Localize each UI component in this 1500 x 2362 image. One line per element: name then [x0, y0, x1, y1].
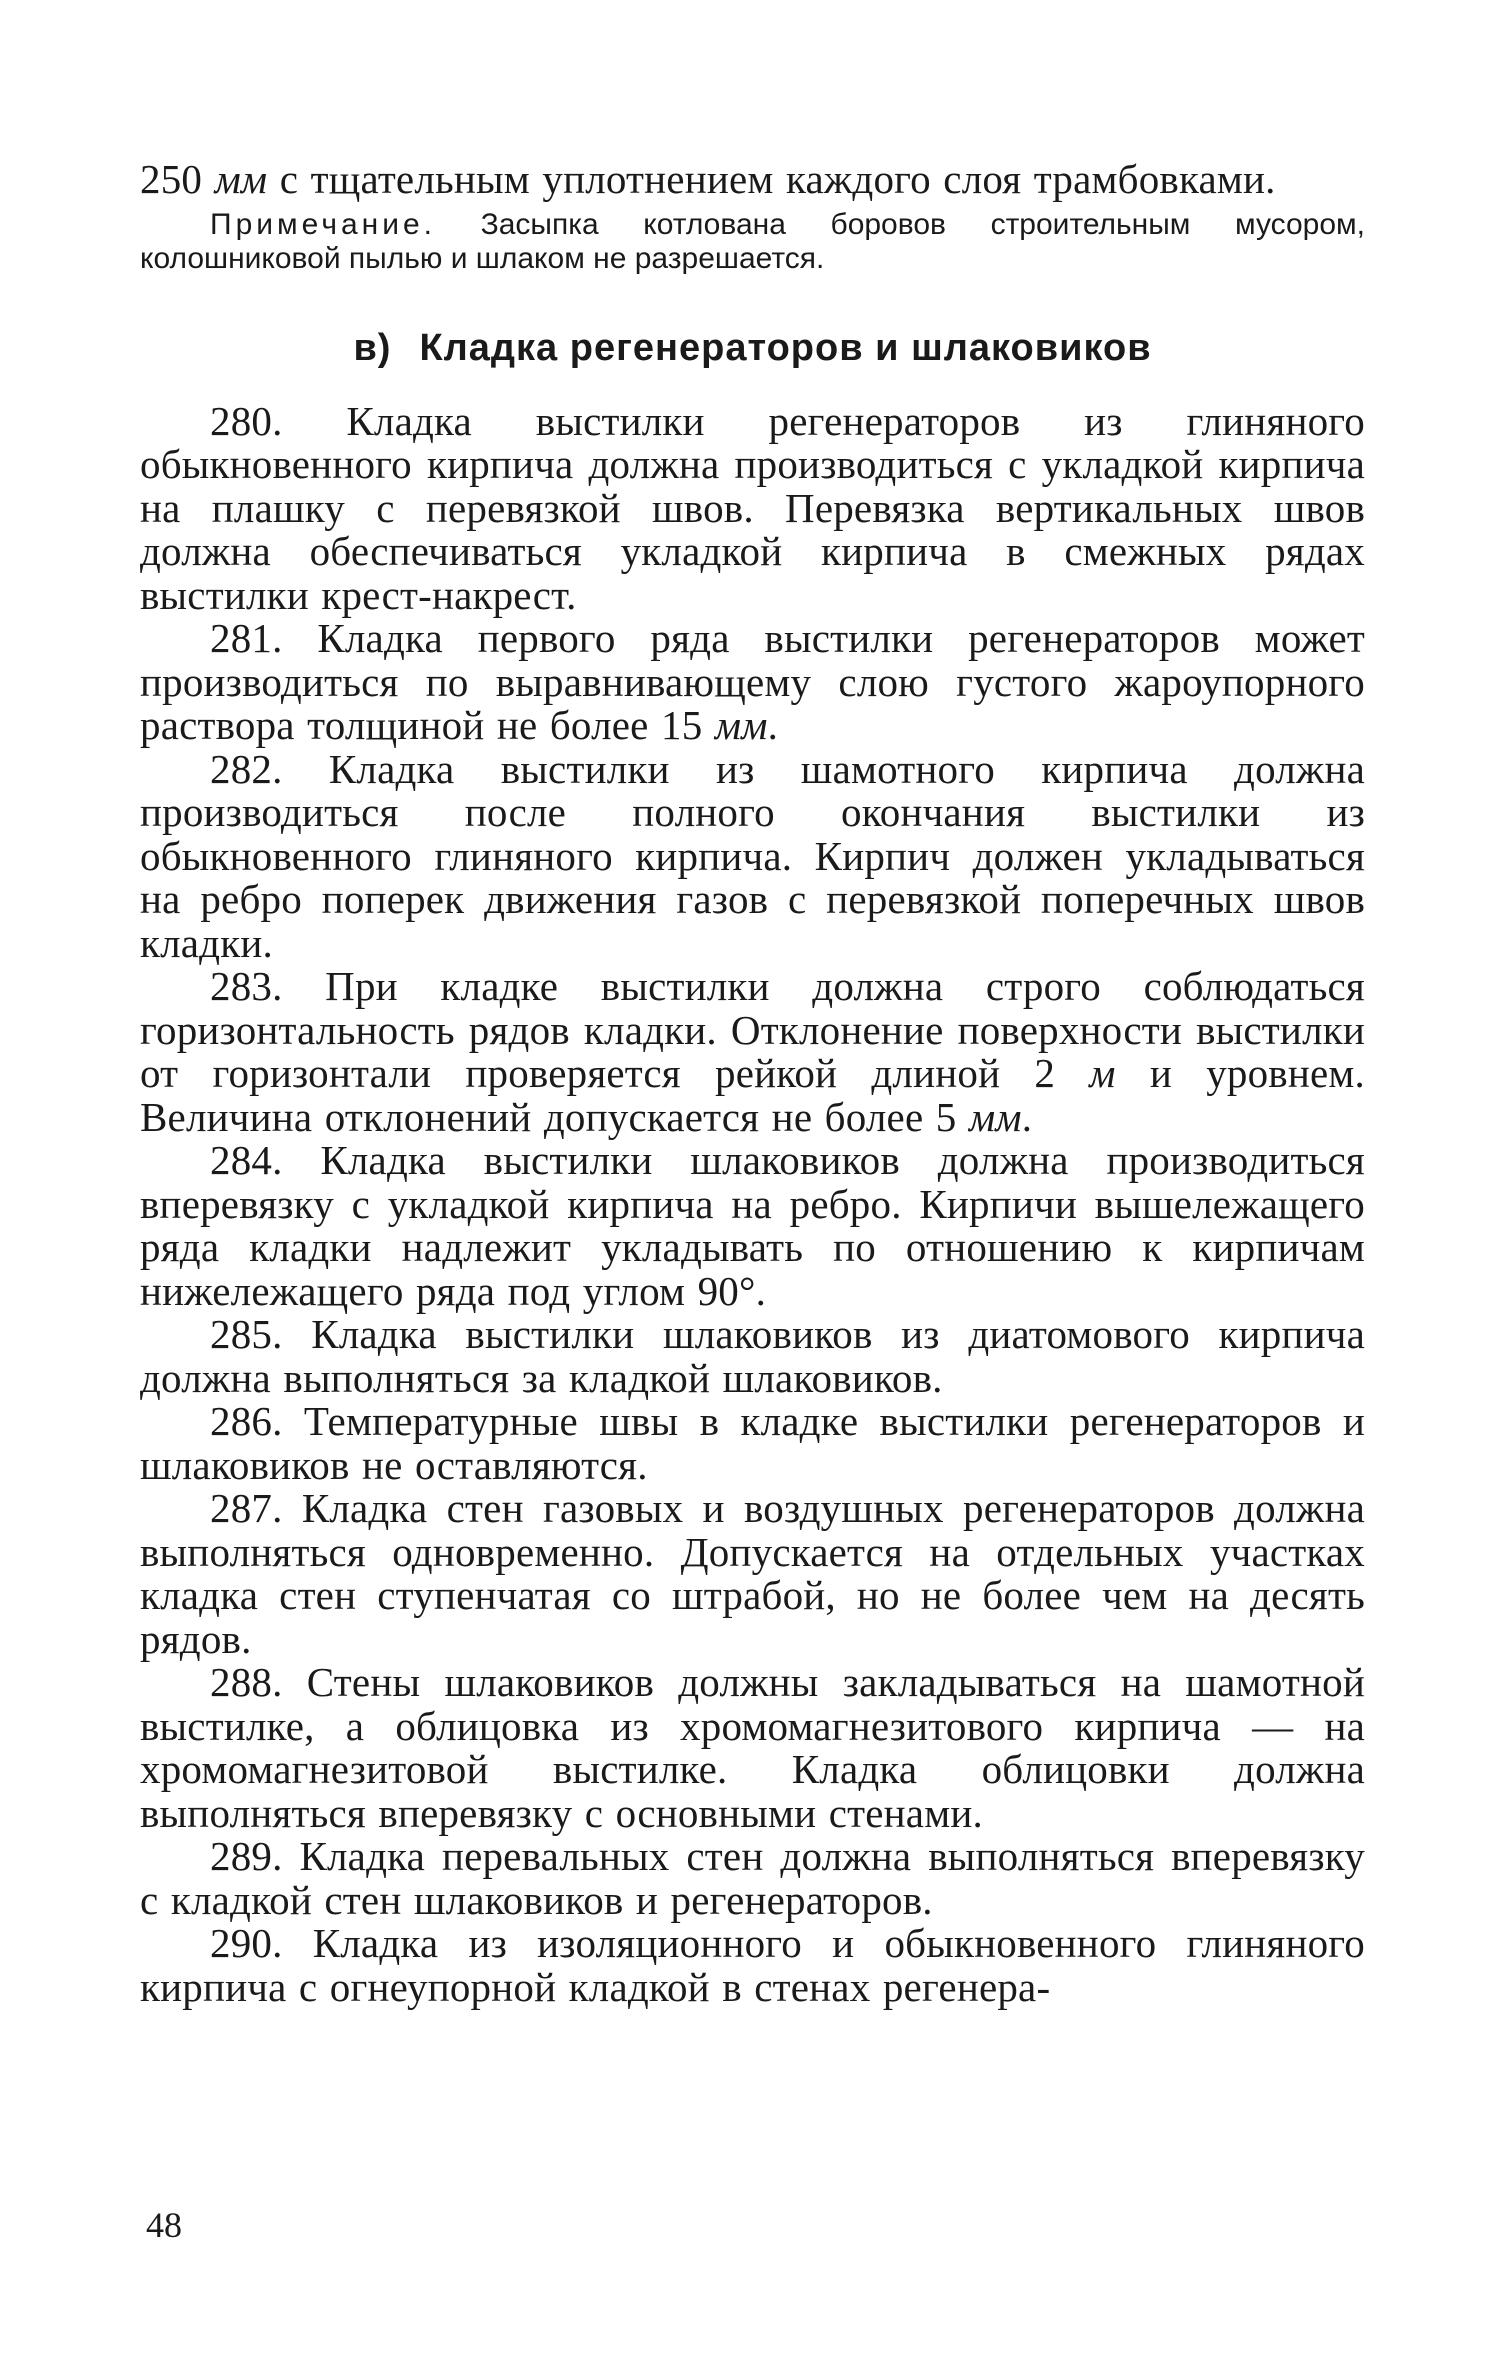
paragraph-286: [140, 1400, 1365, 1487]
paragraph-283-unit-1: м: [1089, 1050, 1116, 1096]
intro-unit: мм: [214, 156, 268, 202]
paragraph-284-text: 284. Кладка выстилки шлаковиков должна производиться вперевязку с укладкой кирпича на ребро. Кирпичи вышележащего ряда кладки надлежит укладывать по отношению к кирпичам нижележащего ряда под углом 90°.: [140, 1137, 1365, 1314]
note-paragraph: [140, 208, 1365, 276]
intro-text: с тщательным уплотнением каждого слоя трамбовками.: [267, 156, 1276, 202]
paragraph-289: [140, 1835, 1365, 1922]
paragraph-284: [140, 1139, 1365, 1313]
note-text: Засыпка котлована боровов строительным мусором, колошниковой пылью и шлаком не разрешается.: [140, 207, 1365, 275]
note-label: Примечание.: [210, 207, 436, 241]
paragraph-282-text: 282. Кладка выстилки из шамотного кирпича должна производиться после полного окончания выстилки из обыкновенного глиняного кирпича. Кирпич должен укладываться на ребро поперек движения газов с перевязкой поперечных швов кладки.: [140, 745, 1365, 966]
paragraph-283: [140, 965, 1365, 1139]
paragraph-290: [140, 1922, 1365, 2009]
paragraph-287-text: 287. Кладка стен газовых и воздушных регенераторов должна выполняться одновременно. Допускается на отдельных участках кладка стен ступенчатая со штрабой, но не более чем на десять рядов.: [140, 1485, 1365, 1662]
paragraph-286-text: 286. Температурные швы в кладке выстилки регенераторов и шлаковиков не оставляются.: [140, 1398, 1365, 1488]
paragraph-283-unit-2: мм: [968, 1093, 1022, 1140]
paragraph-283-text: 283. При кладке выстилки должна строго соблюдаться горизонтальность рядов кладки. Отклонение поверхности выстилки от горизонтали проверяется рейкой длиной 2: [140, 963, 1365, 1096]
paragraph-283-text-2: и уровнем. Величина отклонений допускается не более 5: [140, 1050, 1365, 1140]
paragraph-288-text: 288. Стены шлаковиков должны закладываться на шамотной выстилке, а облицовка из хромомагнезитового кирпича — на хромомагнезитовой выстилке. Кладка облицовки должна выполняться вперевязку с основными стенами.: [140, 1659, 1365, 1836]
paragraph-281: [140, 617, 1365, 748]
paragraph-280: [140, 397, 1365, 618]
paragraph-287: [140, 1487, 1365, 1661]
page-body: [140, 158, 1365, 2009]
paragraph-283-tail: .: [1021, 1093, 1033, 1140]
paragraph-290-text: 290. Кладка из изоляционного и обыкновенного глиняного кирпича с огнеупорной кладкой в стенах регенера-: [140, 1920, 1365, 2010]
intro-number: 250: [140, 156, 203, 202]
section-title: Кладка регенераторов и шлаковиков: [419, 326, 1152, 369]
paragraph-288: [140, 1661, 1365, 1835]
page-number: 48: [146, 2205, 182, 2245]
paragraph-285: [140, 1313, 1365, 1400]
section-letter: в): [353, 326, 392, 369]
paragraph-281-unit: мм: [714, 702, 768, 748]
intro-paragraph: [140, 158, 1365, 202]
paragraph-281-text: 281. Кладка первого ряда выстилки регенераторов может производиться по выравнивающему слою густого жароупорного раствора толщиной не более 15: [140, 615, 1365, 748]
paragraph-289-text: 289. Кладка перевальных стен должна выполняться вперевязку с кладкой стен шлаковиков и регенераторов.: [140, 1833, 1365, 1923]
section-heading: [140, 326, 1365, 370]
paragraph-285-text: 285. Кладка выстилки шлаковиков из диатомового кирпича должна выполняться за кладкой шлаковиков.: [140, 1311, 1365, 1401]
paragraph-282: [140, 745, 1365, 966]
paragraph-280-text: 280. Кладка выстилки регенераторов из глиняного обыкновенного кирпича должна производиться с укладкой кирпича на плашку с перевязкой швов. Перевязка вертикальных швов должна обеспечиваться укладкой кирпича в смежных рядах выстилки крест-накрест.: [140, 397, 1365, 618]
paragraph-281-tail: .: [767, 702, 779, 748]
